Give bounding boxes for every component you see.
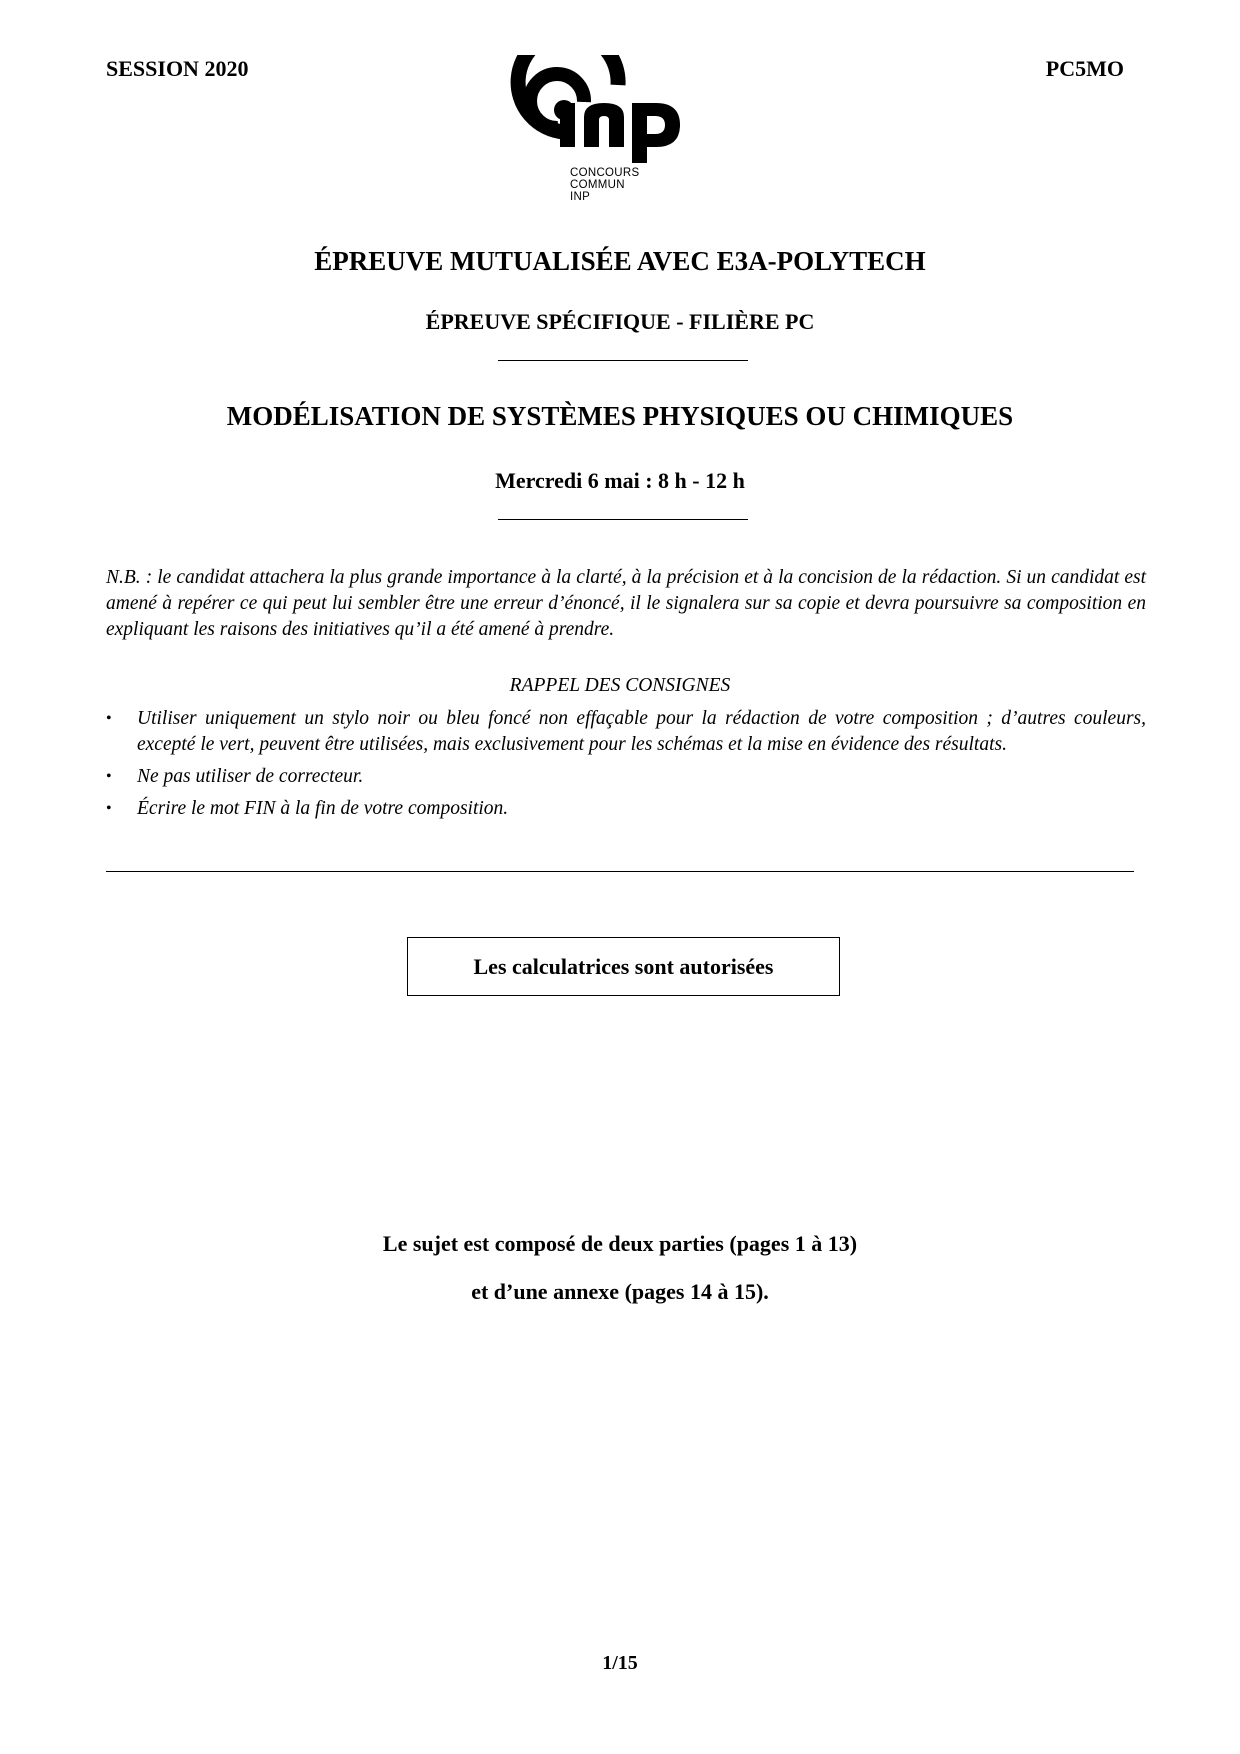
calculatrices-text: Les calculatrices sont autorisées xyxy=(473,953,774,979)
consigne-text: Utiliser uniquement un stylo noir ou bleu foncé non effaçable pour la rédaction de votre composition ; d’autres couleurs, excepté le vert, peuvent être utilisées, mais exclusivement pour les schémas et la mise en évidence des résultats. xyxy=(137,708,1146,755)
epreuve-mutualisee-title: ÉPREUVE MUTUALISÉE AVEC E3A-POLYTECH xyxy=(314,246,926,276)
consigne-text: Écrire le mot FIN à la fin de votre composition. xyxy=(137,798,509,819)
epreuve-specifique-subtitle: ÉPREUVE SPÉCIFIQUE - FILIÈRE PC xyxy=(425,309,815,334)
subject-title: MODÉLISATION DE SYSTÈMES PHYSIQUES OU CHIMIQUES xyxy=(226,401,1014,431)
concours-inp-logo xyxy=(508,55,718,210)
sujet-composition-line1: Le sujet est composé de deux parties (pages 1 à 13) xyxy=(382,1231,858,1256)
logo-line-inp: INP xyxy=(570,191,591,203)
bullet-icon: • xyxy=(106,800,112,817)
session-label: SESSION 2020 xyxy=(106,56,249,81)
section-divider xyxy=(106,871,1134,872)
list-item xyxy=(106,796,1146,822)
sujet-composition-line2: et d’une annexe (pages 14 à 15). xyxy=(471,1279,769,1304)
exam-date: Mercredi 6 mai : 8 h - 12 h xyxy=(495,468,745,493)
rappel-heading: RAPPEL DES CONSIGNES xyxy=(509,675,731,696)
exam-code: PC5MO xyxy=(1045,56,1124,81)
nb-paragraph: N.B. : le candidat attachera la plus grande importance à la clarté, à la précision et à la concision de la rédaction. Si un candidat est amené à repérer ce qui peut lui sembler être une erreur d’énoncé, il le signalera sur sa copie et devra poursuivre sa composition en expliquant les raisons des initiatives qu’il a été amené à prendre. xyxy=(106,567,1146,640)
logo-line-commun: COMMUN xyxy=(570,179,625,191)
bullet-icon: • xyxy=(106,768,112,785)
page-number: 1/15 xyxy=(602,1652,638,1674)
bullet-icon: • xyxy=(106,710,112,727)
list-item xyxy=(106,706,1146,758)
consignes-list xyxy=(106,706,1146,828)
consigne-text: Ne pas utiliser de correcteur. xyxy=(137,766,364,787)
calculatrices-notice xyxy=(407,937,840,996)
list-item xyxy=(106,764,1146,790)
divider xyxy=(498,360,748,361)
inp-logo-mark-icon xyxy=(508,55,718,165)
divider xyxy=(498,519,748,520)
logo-line-concours: CONCOURS xyxy=(570,167,640,179)
